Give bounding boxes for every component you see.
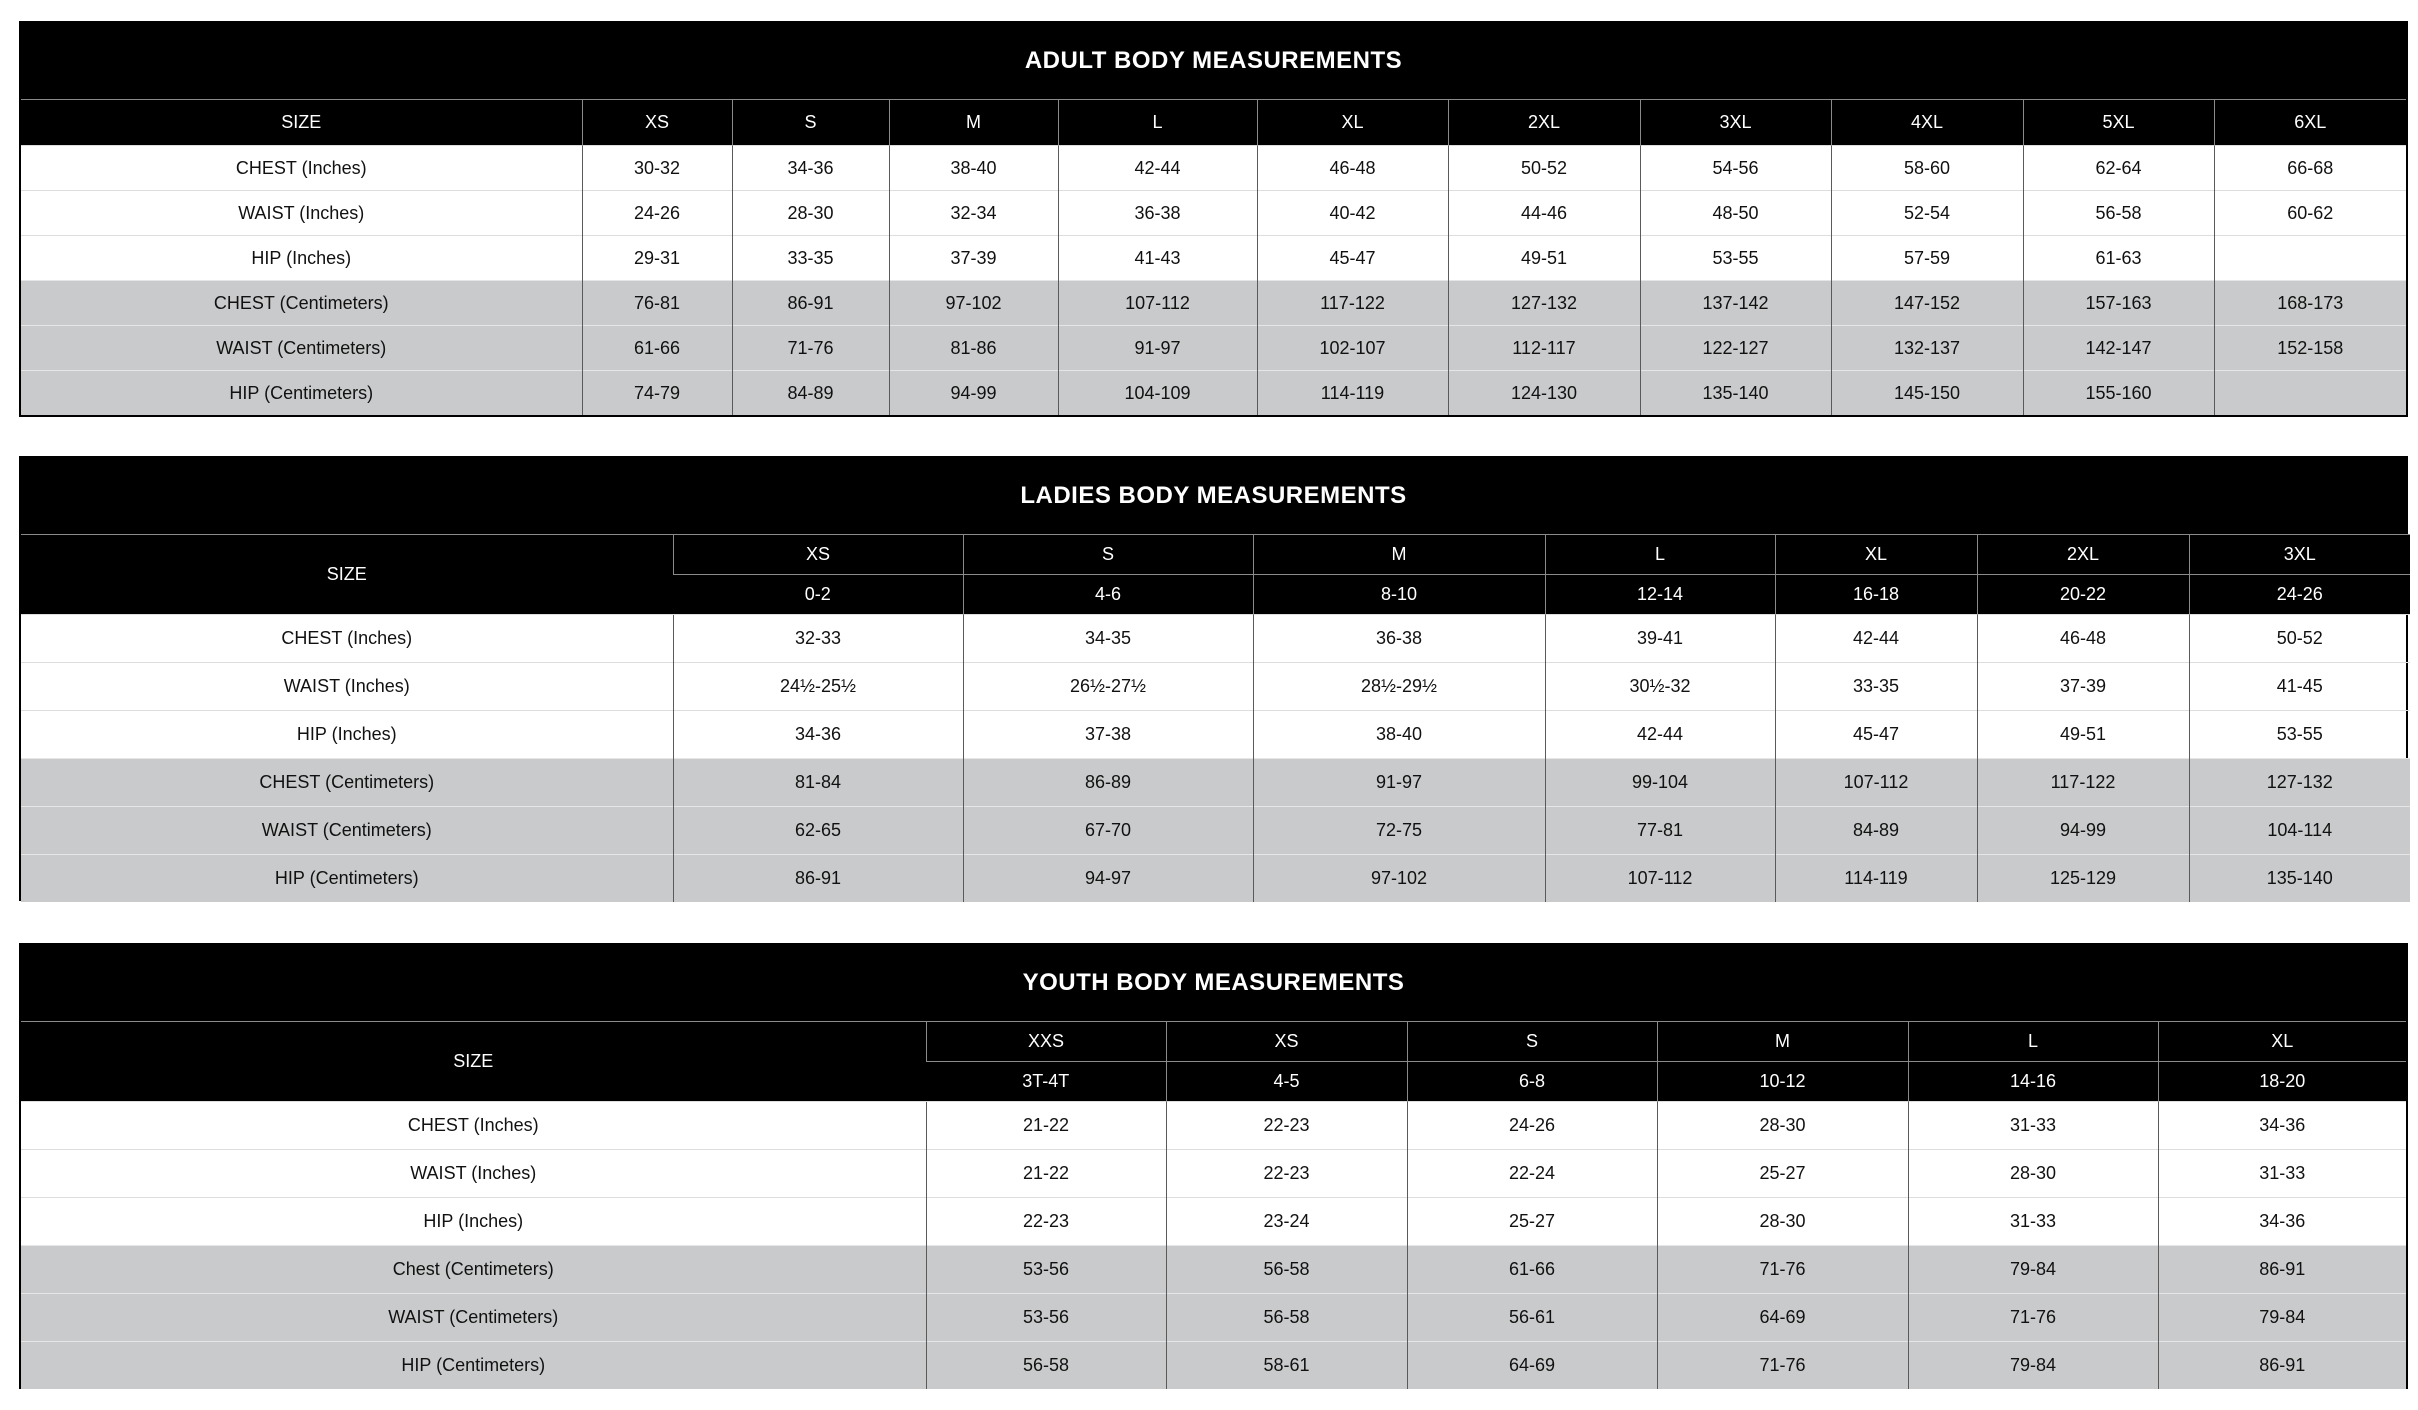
numeric-size-cell: 14-16 (1908, 1062, 2158, 1102)
measurement-cell: 37-38 (963, 711, 1253, 759)
measurement-cell (2214, 236, 2406, 281)
measurement-label: CHEST (Inches) (21, 146, 582, 191)
measurement-cell: 64-69 (1407, 1342, 1657, 1390)
measurement-cell: 86-91 (2158, 1342, 2406, 1390)
measurement-cell: 72-75 (1253, 807, 1545, 855)
table-row (21, 1102, 2406, 1150)
table-row (21, 1294, 2406, 1342)
measurement-cell: 34-36 (732, 146, 889, 191)
measurement-cell: 71-76 (1908, 1294, 2158, 1342)
size-column-6xl: 6XL (2214, 100, 2406, 146)
measurement-cell: 104-114 (2189, 807, 2410, 855)
measurement-label: WAIST (Inches) (21, 1150, 926, 1198)
measurement-cell: 147-152 (1831, 281, 2023, 326)
measurement-cell: 145-150 (1831, 371, 2023, 416)
adult-size-table (21, 99, 2406, 415)
measurement-cell: 42-44 (1775, 615, 1977, 663)
measurement-cell: 94-97 (963, 855, 1253, 903)
table-row (21, 146, 2406, 191)
measurement-cell: 28-30 (1657, 1198, 1908, 1246)
measurement-cell: 28½-29½ (1253, 663, 1545, 711)
size-column-xs: XS (1166, 1022, 1407, 1062)
measurement-cell: 21-22 (926, 1150, 1166, 1198)
measurement-cell: 114-119 (1775, 855, 1977, 903)
measurement-cell: 79-84 (1908, 1246, 2158, 1294)
measurement-cell: 107-112 (1058, 281, 1257, 326)
size-column-5xl: 5XL (2023, 100, 2214, 146)
measurement-label: Chest (Centimeters) (21, 1246, 926, 1294)
measurement-cell: 53-55 (1640, 236, 1831, 281)
measurement-cell: 24½-25½ (673, 663, 963, 711)
measurement-cell: 53-56 (926, 1246, 1166, 1294)
numeric-size-cell: 10-12 (1657, 1062, 1908, 1102)
measurement-cell: 28-30 (1657, 1102, 1908, 1150)
measurement-cell: 53-56 (926, 1294, 1166, 1342)
measurement-cell: 37-39 (1977, 663, 2189, 711)
measurement-cell: 31-33 (1908, 1198, 2158, 1246)
measurement-label: CHEST (Inches) (21, 1102, 926, 1150)
measurement-cell: 64-69 (1657, 1294, 1908, 1342)
numeric-size-cell: 16-18 (1775, 575, 1977, 615)
measurement-cell: 41-43 (1058, 236, 1257, 281)
measurement-cell: 104-109 (1058, 371, 1257, 416)
size-column-m: M (1657, 1022, 1908, 1062)
table-row (21, 371, 2406, 416)
measurement-cell: 25-27 (1657, 1150, 1908, 1198)
size-column-m: M (1253, 535, 1545, 575)
measurement-label: CHEST (Centimeters) (21, 759, 673, 807)
measurement-cell: 58-60 (1831, 146, 2023, 191)
measurement-cell: 33-35 (1775, 663, 1977, 711)
measurement-cell: 31-33 (1908, 1102, 2158, 1150)
size-column-l: L (1908, 1022, 2158, 1062)
measurement-cell: 86-91 (732, 281, 889, 326)
measurement-cell: 38-40 (889, 146, 1058, 191)
measurement-cell: 61-63 (2023, 236, 2214, 281)
measurement-cell: 34-36 (2158, 1198, 2406, 1246)
measurement-cell: 22-23 (926, 1198, 1166, 1246)
measurement-cell: 94-99 (889, 371, 1058, 416)
size-column-header: SIZE (21, 1022, 926, 1102)
size-column-xxs: XXS (926, 1022, 1166, 1062)
table-row (21, 855, 2410, 903)
measurement-cell: 99-104 (1545, 759, 1775, 807)
measurement-cell: 21-22 (926, 1102, 1166, 1150)
size-column-3xl: 3XL (1640, 100, 1831, 146)
size-column-xl: XL (2158, 1022, 2406, 1062)
measurement-cell: 56-61 (1407, 1294, 1657, 1342)
measurement-cell: 26½-27½ (963, 663, 1253, 711)
size-column-xs: XS (582, 100, 732, 146)
measurement-cell: 24-26 (1407, 1102, 1657, 1150)
measurement-cell: 81-84 (673, 759, 963, 807)
measurement-cell: 71-76 (1657, 1246, 1908, 1294)
measurement-cell: 86-89 (963, 759, 1253, 807)
measurement-cell: 81-86 (889, 326, 1058, 371)
measurement-cell: 71-76 (1657, 1342, 1908, 1390)
measurement-cell: 157-163 (2023, 281, 2214, 326)
measurement-cell: 102-107 (1257, 326, 1448, 371)
measurement-cell: 97-102 (889, 281, 1058, 326)
measurement-cell: 45-47 (1775, 711, 1977, 759)
measurement-cell: 61-66 (1407, 1246, 1657, 1294)
adult-size-chart (19, 21, 2408, 417)
measurement-cell: 56-58 (1166, 1246, 1407, 1294)
measurement-cell: 46-48 (1977, 615, 2189, 663)
measurement-cell: 76-81 (582, 281, 732, 326)
measurement-cell: 50-52 (2189, 615, 2410, 663)
measurement-label: HIP (Centimeters) (21, 855, 673, 903)
measurement-cell: 77-81 (1545, 807, 1775, 855)
measurement-cell: 36-38 (1058, 191, 1257, 236)
measurement-cell: 124-130 (1448, 371, 1640, 416)
measurement-cell: 41-45 (2189, 663, 2410, 711)
measurement-label: WAIST (Inches) (21, 663, 673, 711)
youth-chart-title: YOUTH BODY MEASUREMENTS (21, 945, 2406, 1021)
table-row (21, 191, 2406, 236)
measurement-cell: 79-84 (2158, 1294, 2406, 1342)
measurement-cell: 42-44 (1058, 146, 1257, 191)
measurement-cell: 86-91 (673, 855, 963, 903)
measurement-label: CHEST (Inches) (21, 615, 673, 663)
size-column-3xl: 3XL (2189, 535, 2410, 575)
size-column-s: S (963, 535, 1253, 575)
measurement-label: HIP (Inches) (21, 711, 673, 759)
measurement-cell: 107-112 (1775, 759, 1977, 807)
measurement-cell: 112-117 (1448, 326, 1640, 371)
measurement-cell (2214, 371, 2406, 416)
measurement-cell: 58-61 (1166, 1342, 1407, 1390)
adult-size-header-row (21, 100, 2406, 146)
ladies-size-table (21, 534, 2410, 902)
table-row (21, 1246, 2406, 1294)
numeric-size-cell: 0-2 (673, 575, 963, 615)
measurement-cell: 28-30 (1908, 1150, 2158, 1198)
measurement-cell: 54-56 (1640, 146, 1831, 191)
measurement-cell: 56-58 (2023, 191, 2214, 236)
measurement-cell: 46-48 (1257, 146, 1448, 191)
measurement-cell: 42-44 (1545, 711, 1775, 759)
size-column-2xl: 2XL (1977, 535, 2189, 575)
youth-size-header-row (21, 1022, 2406, 1062)
ladies-size-header-row (21, 535, 2410, 575)
size-column-xl: XL (1257, 100, 1448, 146)
measurement-cell: 84-89 (1775, 807, 1977, 855)
table-row (21, 326, 2406, 371)
measurement-cell: 48-50 (1640, 191, 1831, 236)
measurement-cell: 29-31 (582, 236, 732, 281)
measurement-cell: 117-122 (1977, 759, 2189, 807)
table-row (21, 1198, 2406, 1246)
measurement-cell: 30½-32 (1545, 663, 1775, 711)
measurement-cell: 125-129 (1977, 855, 2189, 903)
adult-chart-title: ADULT BODY MEASUREMENTS (21, 23, 2406, 99)
measurement-cell: 155-160 (2023, 371, 2214, 416)
measurement-cell: 30-32 (582, 146, 732, 191)
measurement-cell: 56-58 (926, 1342, 1166, 1390)
measurement-cell: 127-132 (1448, 281, 1640, 326)
ladies-chart-title: LADIES BODY MEASUREMENTS (21, 458, 2406, 534)
measurement-cell: 23-24 (1166, 1198, 1407, 1246)
measurement-cell: 62-65 (673, 807, 963, 855)
table-row (21, 1342, 2406, 1390)
measurement-cell: 91-97 (1253, 759, 1545, 807)
measurement-cell: 60-62 (2214, 191, 2406, 236)
measurement-cell: 28-30 (732, 191, 889, 236)
measurement-cell: 114-119 (1257, 371, 1448, 416)
measurement-cell: 137-142 (1640, 281, 1831, 326)
measurement-cell: 57-59 (1831, 236, 2023, 281)
measurement-cell: 94-99 (1977, 807, 2189, 855)
numeric-size-cell: 20-22 (1977, 575, 2189, 615)
measurement-cell: 53-55 (2189, 711, 2410, 759)
measurement-cell: 62-64 (2023, 146, 2214, 191)
table-row (21, 807, 2410, 855)
measurement-cell: 49-51 (1448, 236, 1640, 281)
numeric-size-cell: 3T-4T (926, 1062, 1166, 1102)
measurement-cell: 152-158 (2214, 326, 2406, 371)
measurement-cell: 22-23 (1166, 1150, 1407, 1198)
numeric-size-cell: 24-26 (2189, 575, 2410, 615)
table-row (21, 615, 2410, 663)
numeric-size-cell: 8-10 (1253, 575, 1545, 615)
size-column-s: S (732, 100, 889, 146)
measurement-cell: 33-35 (732, 236, 889, 281)
measurement-cell: 36-38 (1253, 615, 1545, 663)
measurement-label: WAIST (Inches) (21, 191, 582, 236)
measurement-cell: 34-36 (2158, 1102, 2406, 1150)
measurement-cell: 168-173 (2214, 281, 2406, 326)
table-row (21, 711, 2410, 759)
measurement-cell: 25-27 (1407, 1198, 1657, 1246)
size-column-4xl: 4XL (1831, 100, 2023, 146)
measurement-cell: 52-54 (1831, 191, 2023, 236)
size-column-header: SIZE (21, 535, 673, 615)
measurement-cell: 142-147 (2023, 326, 2214, 371)
measurement-label: CHEST (Centimeters) (21, 281, 582, 326)
measurement-label: WAIST (Centimeters) (21, 807, 673, 855)
youth-size-table (21, 1021, 2406, 1389)
size-column-header: SIZE (21, 100, 582, 146)
measurement-cell: 24-26 (582, 191, 732, 236)
measurement-cell: 32-33 (673, 615, 963, 663)
size-column-xl: XL (1775, 535, 1977, 575)
measurement-cell: 127-132 (2189, 759, 2410, 807)
measurement-cell: 40-42 (1257, 191, 1448, 236)
table-row (21, 759, 2410, 807)
measurement-label: WAIST (Centimeters) (21, 326, 582, 371)
measurement-cell: 122-127 (1640, 326, 1831, 371)
measurement-cell: 135-140 (2189, 855, 2410, 903)
table-row (21, 281, 2406, 326)
measurement-cell: 97-102 (1253, 855, 1545, 903)
measurement-cell: 86-91 (2158, 1246, 2406, 1294)
numeric-size-cell: 12-14 (1545, 575, 1775, 615)
measurement-cell: 84-89 (732, 371, 889, 416)
measurement-cell: 38-40 (1253, 711, 1545, 759)
measurement-cell: 117-122 (1257, 281, 1448, 326)
measurement-cell: 34-36 (673, 711, 963, 759)
numeric-size-cell: 4-5 (1166, 1062, 1407, 1102)
measurement-cell: 135-140 (1640, 371, 1831, 416)
measurement-cell: 132-137 (1831, 326, 2023, 371)
measurement-cell: 37-39 (889, 236, 1058, 281)
measurement-cell: 50-52 (1448, 146, 1640, 191)
size-column-s: S (1407, 1022, 1657, 1062)
measurement-cell: 71-76 (732, 326, 889, 371)
measurement-label: HIP (Inches) (21, 236, 582, 281)
size-column-xs: XS (673, 535, 963, 575)
size-column-2xl: 2XL (1448, 100, 1640, 146)
measurement-cell: 74-79 (582, 371, 732, 416)
measurement-cell: 45-47 (1257, 236, 1448, 281)
numeric-size-cell: 6-8 (1407, 1062, 1657, 1102)
youth-size-chart (19, 943, 2408, 1389)
measurement-label: HIP (Inches) (21, 1198, 926, 1246)
measurement-cell: 31-33 (2158, 1150, 2406, 1198)
measurement-label: WAIST (Centimeters) (21, 1294, 926, 1342)
measurement-cell: 67-70 (963, 807, 1253, 855)
table-row (21, 1150, 2406, 1198)
measurement-label: HIP (Centimeters) (21, 1342, 926, 1390)
measurement-cell: 34-35 (963, 615, 1253, 663)
measurement-cell: 66-68 (2214, 146, 2406, 191)
ladies-size-chart (19, 456, 2408, 901)
measurement-cell: 49-51 (1977, 711, 2189, 759)
measurement-cell: 56-58 (1166, 1294, 1407, 1342)
size-column-l: L (1545, 535, 1775, 575)
measurement-cell: 79-84 (1908, 1342, 2158, 1390)
numeric-size-cell: 18-20 (2158, 1062, 2406, 1102)
table-row (21, 236, 2406, 281)
measurement-cell: 22-24 (1407, 1150, 1657, 1198)
numeric-size-cell: 4-6 (963, 575, 1253, 615)
measurement-cell: 61-66 (582, 326, 732, 371)
size-column-l: L (1058, 100, 1257, 146)
measurement-cell: 39-41 (1545, 615, 1775, 663)
size-column-m: M (889, 100, 1058, 146)
measurement-cell: 107-112 (1545, 855, 1775, 903)
table-row (21, 663, 2410, 711)
measurement-cell: 44-46 (1448, 191, 1640, 236)
measurement-cell: 91-97 (1058, 326, 1257, 371)
measurement-cell: 32-34 (889, 191, 1058, 236)
measurement-label: HIP (Centimeters) (21, 371, 582, 416)
measurement-cell: 22-23 (1166, 1102, 1407, 1150)
